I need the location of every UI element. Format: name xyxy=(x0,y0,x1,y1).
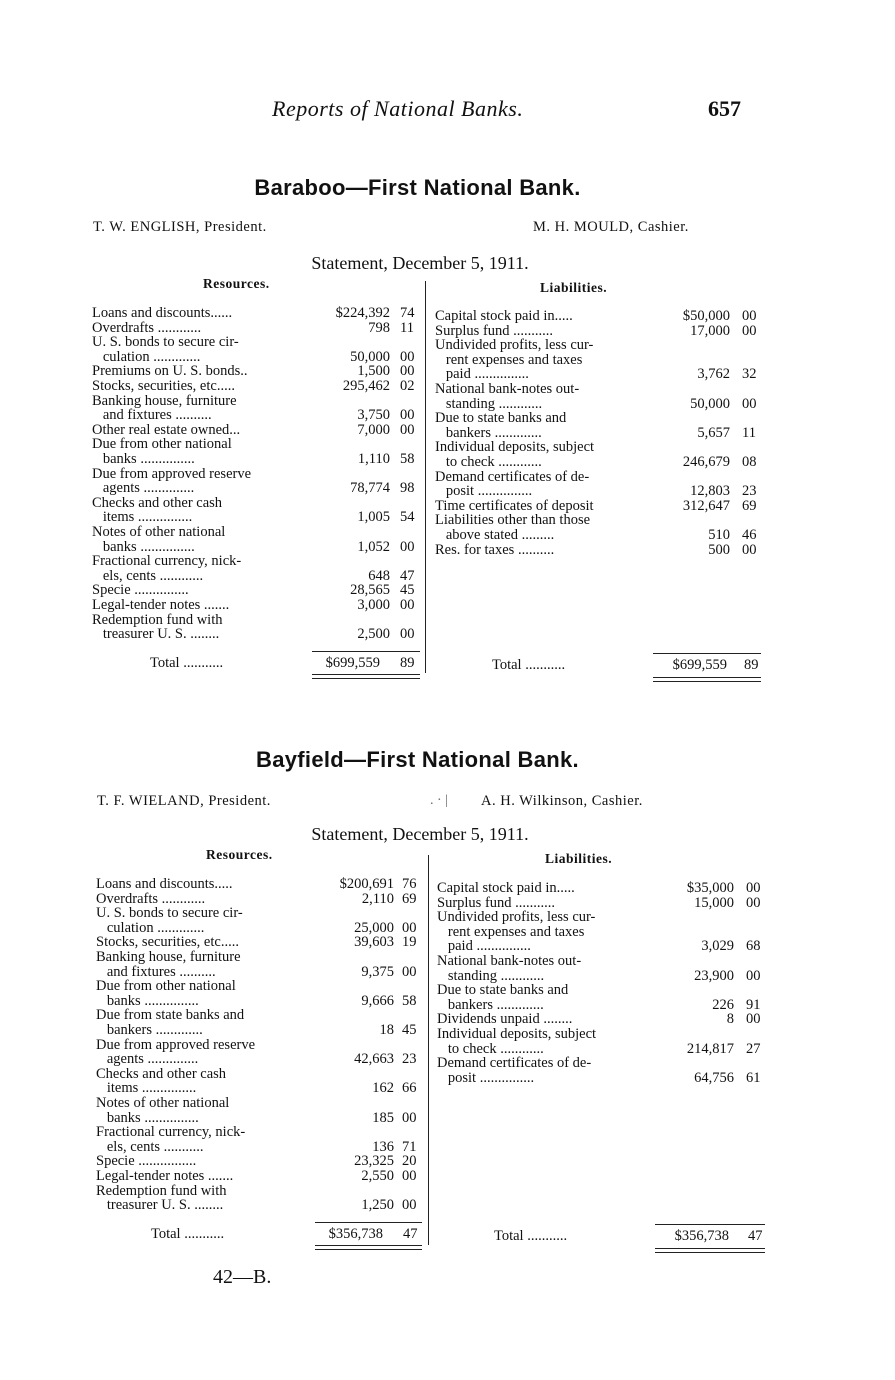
statement-row xyxy=(92,467,422,496)
row-cents: 11 xyxy=(400,319,414,336)
row-label: Loans and discounts...... xyxy=(92,305,233,321)
statement-row xyxy=(92,583,422,598)
liabilities-double-rule xyxy=(653,677,761,682)
row-dollars: $224,392 xyxy=(335,305,390,321)
row-label: els, cents ............ xyxy=(92,567,204,584)
row-label: Stocks, securities, etc..... xyxy=(92,378,235,394)
row-label: National bank-notes out- xyxy=(437,953,582,969)
row-cents: 00 xyxy=(400,626,415,643)
row-dollars: 3,000 xyxy=(357,597,390,613)
row-dollars: 185 xyxy=(372,1109,394,1126)
row-cents: 11 xyxy=(742,424,756,441)
bank-title: Baraboo—First National Bank. xyxy=(254,175,581,200)
row-label: Fractional currency, nick- xyxy=(92,553,242,570)
row-cents: 00 xyxy=(746,1011,761,1028)
statement-row xyxy=(435,309,765,324)
statement-row xyxy=(437,1056,767,1085)
row-dollars: 246,679 xyxy=(682,453,730,470)
row-cents: 58 xyxy=(402,992,417,1009)
row-cents: 00 xyxy=(400,363,415,380)
row-label: and fixtures .......... xyxy=(96,963,216,980)
row-cents: 00 xyxy=(746,880,761,896)
row-cents: 00 xyxy=(402,919,417,936)
liabilities-total-row xyxy=(494,1229,766,1244)
liabilities-double-rule xyxy=(655,1248,765,1253)
row-label: Other real estate owned... xyxy=(92,421,241,438)
row-dollars: 2,500 xyxy=(357,626,390,643)
running-title: Reports of National Banks. xyxy=(272,96,524,121)
row-label: Individual deposits, subject xyxy=(437,1026,597,1042)
row-cents: 45 xyxy=(402,1021,417,1038)
row-label: to check ............ xyxy=(437,1040,544,1057)
row-label: agents .............. xyxy=(92,480,195,497)
statement-row xyxy=(435,499,765,514)
statement-row xyxy=(96,1067,426,1096)
row-cents: 69 xyxy=(742,497,757,514)
statement-row xyxy=(96,1154,426,1169)
statement-row xyxy=(92,554,422,583)
row-cents: 00 xyxy=(742,308,757,324)
row-dollars: 1,500 xyxy=(357,363,390,380)
row-cents: 00 xyxy=(746,967,761,984)
statement-row xyxy=(92,613,422,642)
statement-row xyxy=(92,437,422,466)
cashier-name: M. H. MOULD, Cashier. xyxy=(533,219,689,235)
statement-row xyxy=(92,364,422,379)
total-cents: 89 xyxy=(744,657,759,673)
row-cents: 66 xyxy=(402,1080,417,1097)
row-dollars: 23,900 xyxy=(694,967,734,984)
resources-heading: Resources. xyxy=(203,276,270,291)
row-label: Demand certificates of de- xyxy=(435,468,590,485)
row-label: Individual deposits, subject xyxy=(435,439,595,456)
row-label: Due from approved reserve xyxy=(96,1036,256,1053)
statement-row xyxy=(437,1012,767,1027)
statement-row xyxy=(435,411,765,440)
row-dollars: 312,647 xyxy=(682,497,730,514)
total-dollars: $356,738 xyxy=(328,1226,383,1242)
row-dollars: 50,000 xyxy=(690,395,730,412)
row-label: els, cents ........... xyxy=(96,1138,204,1155)
row-label: Due to state banks and xyxy=(435,410,567,427)
statement-row xyxy=(437,983,767,1012)
statement-row xyxy=(92,598,422,613)
row-dollars: 1,110 xyxy=(357,450,390,467)
row-dollars: 39,603 xyxy=(354,934,394,951)
resources-total-rule xyxy=(315,1222,422,1223)
row-cents: 45 xyxy=(400,582,415,599)
total-label: Total ........... xyxy=(492,657,566,673)
row-label: treasurer U. S. ........ xyxy=(92,626,220,643)
row-label: posit ............... xyxy=(435,483,533,500)
row-label: U. S. bonds to secure cir- xyxy=(92,334,239,351)
liabilities-heading: Liabilities. xyxy=(545,851,613,866)
row-label: Surplus fund ........... xyxy=(437,894,556,911)
row-label: rent expenses and taxes xyxy=(435,351,583,368)
row-cents: 00 xyxy=(402,963,417,980)
liabilities-heading: Liabilities. xyxy=(540,280,608,295)
row-cents: 27 xyxy=(746,1040,761,1057)
total-dollars: $699,559 xyxy=(325,655,380,671)
row-label: Stocks, securities, etc..... xyxy=(96,934,239,951)
row-label: Specie ................ xyxy=(96,1153,197,1170)
liabilities-total-rule xyxy=(653,653,761,654)
running-header xyxy=(0,96,895,126)
row-cents: 74 xyxy=(400,305,415,321)
row-cents: 00 xyxy=(742,395,757,412)
row-cents: 00 xyxy=(400,421,415,438)
row-dollars: 1,052 xyxy=(357,538,390,555)
resources-list xyxy=(96,877,426,1222)
row-cents: 20 xyxy=(402,1153,417,1170)
row-cents: 00 xyxy=(400,597,415,613)
row-dollars: 1,005 xyxy=(357,509,390,526)
row-label: Due from other national xyxy=(92,436,232,453)
row-label: Premiums on U. S. bonds.. xyxy=(92,363,248,380)
total-label: Total ........... xyxy=(150,655,224,671)
row-dollars: 798 xyxy=(368,319,390,336)
statement-row xyxy=(435,382,765,411)
column-divider xyxy=(428,855,429,1245)
row-cents: 47 xyxy=(400,567,415,584)
row-dollars: 9,375 xyxy=(361,963,394,980)
row-label: Due from state banks and xyxy=(96,1007,245,1024)
statement-row xyxy=(437,1027,767,1056)
statement-row xyxy=(96,892,426,907)
statement-row xyxy=(96,979,426,1008)
row-label: Checks and other cash xyxy=(96,1065,227,1082)
total-label: Total ........... xyxy=(151,1226,225,1242)
row-label: items ............... xyxy=(96,1080,197,1097)
stray-marks: . · | xyxy=(430,793,448,808)
row-label: to check ............ xyxy=(435,453,542,470)
statement-row xyxy=(92,379,422,394)
row-dollars: 42,663 xyxy=(354,1051,394,1068)
row-dollars: $50,000 xyxy=(682,308,730,324)
row-dollars: 214,817 xyxy=(686,1040,734,1057)
column-divider xyxy=(425,281,426,673)
statement-row xyxy=(92,306,422,321)
row-label: Redemption fund with xyxy=(92,611,223,628)
statement-row xyxy=(435,543,765,558)
row-label: items ............... xyxy=(92,509,193,526)
president-name: T. W. ENGLISH, President. xyxy=(93,219,267,235)
row-label: Legal-tender notes ....... xyxy=(92,597,230,613)
row-label: agents .............. xyxy=(96,1051,199,1068)
row-label: rent expenses and taxes xyxy=(437,923,585,940)
page-number: 657 xyxy=(708,96,741,121)
row-label: Loans and discounts..... xyxy=(96,876,233,892)
row-cents: 61 xyxy=(746,1069,761,1086)
row-dollars: 136 xyxy=(372,1138,394,1155)
row-cents: 00 xyxy=(402,1109,417,1126)
row-cents: 32 xyxy=(742,366,757,383)
row-dollars: 28,565 xyxy=(350,582,390,599)
row-label: bankers ............. xyxy=(437,996,544,1013)
row-label: Due to state banks and xyxy=(437,982,569,999)
statement-row xyxy=(435,324,765,339)
statement-row xyxy=(435,440,765,469)
statement-row xyxy=(92,525,422,554)
row-dollars: 23,325 xyxy=(354,1153,394,1170)
row-cents: 58 xyxy=(400,450,415,467)
row-dollars: 648 xyxy=(368,567,390,584)
row-dollars: 7,000 xyxy=(357,421,390,438)
row-cents: 00 xyxy=(742,322,757,339)
row-cents: 54 xyxy=(400,509,415,526)
row-label: banks ............... xyxy=(92,450,195,467)
president-name: T. F. WIELAND, President. xyxy=(97,793,271,809)
row-label: posit ............... xyxy=(437,1069,535,1086)
row-label: and fixtures .......... xyxy=(92,407,212,424)
statement-row xyxy=(92,335,422,364)
row-label: Undivided profits, less cur- xyxy=(435,337,594,354)
liabilities-list xyxy=(437,881,767,1096)
row-cents: 71 xyxy=(402,1138,417,1155)
row-label: Due from approved reserve xyxy=(92,465,252,482)
row-cents: 00 xyxy=(400,407,415,424)
row-cents: 76 xyxy=(402,876,417,892)
row-cents: 08 xyxy=(742,453,757,470)
row-cents: 98 xyxy=(400,480,415,497)
row-label: Fractional currency, nick- xyxy=(96,1124,246,1141)
row-cents: 00 xyxy=(402,1168,417,1184)
row-cents: 00 xyxy=(746,894,761,911)
row-label: Checks and other cash xyxy=(92,494,223,511)
row-dollars: 50,000 xyxy=(350,348,390,365)
row-label: National bank-notes out- xyxy=(435,381,580,397)
row-dollars: 3,750 xyxy=(357,407,390,424)
row-label: Capital stock paid in..... xyxy=(435,308,573,324)
row-cents: 02 xyxy=(400,378,415,394)
row-dollars: 78,774 xyxy=(350,480,390,497)
resources-double-rule xyxy=(312,674,420,679)
row-dollars: 3,762 xyxy=(697,366,730,383)
row-cents: 19 xyxy=(402,934,417,951)
statement-row xyxy=(92,394,422,423)
row-dollars: 500 xyxy=(708,541,730,558)
row-dollars: 64,756 xyxy=(694,1069,734,1086)
row-cents: 46 xyxy=(742,526,757,543)
row-label: treasurer U. S. ........ xyxy=(96,1197,224,1214)
liabilities-list xyxy=(435,309,765,569)
bank-title: Bayfield—First National Bank. xyxy=(256,747,579,772)
statement-row xyxy=(437,954,767,983)
row-label: standing ............ xyxy=(437,967,545,984)
row-cents: 00 xyxy=(400,348,415,365)
row-label: Undivided profits, less cur- xyxy=(437,909,596,926)
statement-date: Statement, December 5, 1911. xyxy=(311,824,529,844)
statement-date: Statement, December 5, 1911. xyxy=(311,253,529,273)
row-label: culation ............. xyxy=(92,348,201,365)
row-cents: 23 xyxy=(742,483,757,500)
row-dollars: 226 xyxy=(712,996,734,1013)
row-label: Notes of other national xyxy=(92,524,226,540)
row-label: Overdrafts ............ xyxy=(96,890,206,907)
row-label: Banking house, furniture xyxy=(96,949,241,965)
row-label: Res. for taxes .......... xyxy=(435,541,555,558)
total-label: Total ........... xyxy=(494,1228,568,1244)
statement-row xyxy=(96,1125,426,1154)
statement-row xyxy=(96,1038,426,1067)
row-cents: 68 xyxy=(746,938,761,955)
row-label: Surplus fund ........... xyxy=(435,322,554,339)
row-dollars: 2,550 xyxy=(361,1168,394,1184)
statement-row xyxy=(92,321,422,336)
row-dollars: 510 xyxy=(708,526,730,543)
row-dollars: 3,029 xyxy=(701,938,734,955)
row-label: paid ............... xyxy=(435,366,529,383)
resources-total-row xyxy=(151,1227,423,1242)
row-label: Due from other national xyxy=(96,978,236,995)
total-cents: 47 xyxy=(748,1228,763,1244)
row-dollars: 2,110 xyxy=(361,890,394,907)
cashier-name: A. H. Wilkinson, Cashier. xyxy=(481,793,643,809)
row-cents: 91 xyxy=(746,996,761,1013)
row-label: Specie ............... xyxy=(92,582,189,599)
row-dollars: $200,691 xyxy=(339,876,394,892)
row-label: paid ............... xyxy=(437,938,531,955)
statement-row xyxy=(435,513,765,542)
row-dollars: 17,000 xyxy=(690,322,730,339)
row-cents: 00 xyxy=(402,1197,417,1214)
statement-row xyxy=(435,470,765,499)
statement-row xyxy=(96,1096,426,1125)
signature-mark: 42—B. xyxy=(213,1266,272,1288)
liabilities-total-row xyxy=(492,658,762,673)
row-label: culation ............. xyxy=(96,919,205,936)
row-dollars: 1,250 xyxy=(361,1197,394,1214)
resources-total-rule xyxy=(312,651,420,652)
row-dollars: 12,803 xyxy=(690,483,730,500)
row-label: bankers ............. xyxy=(96,1021,203,1038)
resources-heading: Resources. xyxy=(206,847,273,862)
statement-row xyxy=(435,338,765,382)
row-label: U. S. bonds to secure cir- xyxy=(96,905,243,922)
row-dollars: 15,000 xyxy=(694,894,734,911)
row-label: Redemption fund with xyxy=(96,1182,227,1199)
statement-row xyxy=(96,950,426,979)
total-dollars: $356,738 xyxy=(674,1228,729,1244)
statement-row xyxy=(92,496,422,525)
statement-row xyxy=(92,423,422,438)
statement-row xyxy=(96,1169,426,1184)
row-label: Time certificates of deposit xyxy=(435,497,594,514)
row-label: banks ............... xyxy=(92,538,195,555)
row-cents: 69 xyxy=(402,890,417,907)
row-label: standing ............ xyxy=(435,395,543,412)
row-label: above stated ......... xyxy=(435,526,555,543)
row-dollars: 25,000 xyxy=(354,919,394,936)
total-cents: 47 xyxy=(403,1226,418,1242)
resources-double-rule xyxy=(315,1245,422,1250)
row-label: Demand certificates of de- xyxy=(437,1055,592,1072)
liabilities-total-rule xyxy=(655,1224,765,1225)
row-label: Overdrafts ............ xyxy=(92,319,202,336)
statement-row xyxy=(437,881,767,896)
statement-row xyxy=(96,906,426,935)
row-label: Legal-tender notes ....... xyxy=(96,1168,234,1184)
row-label: bankers ............. xyxy=(435,424,542,441)
row-cents: 00 xyxy=(400,538,415,555)
row-label: Notes of other national xyxy=(96,1095,230,1111)
row-dollars: 162 xyxy=(372,1080,394,1097)
row-label: Liabilities other than those xyxy=(435,512,591,529)
statement-row xyxy=(437,910,767,954)
row-dollars: 9,666 xyxy=(361,992,394,1009)
statement-row xyxy=(96,1184,426,1213)
total-cents: 89 xyxy=(400,655,415,671)
row-label: banks ............... xyxy=(96,992,199,1009)
row-label: banks ............... xyxy=(96,1109,199,1126)
row-label: Dividends unpaid ........ xyxy=(437,1011,573,1028)
statement-row xyxy=(437,896,767,911)
row-label: Capital stock paid in..... xyxy=(437,880,575,896)
row-dollars: 8 xyxy=(726,1011,734,1028)
resources-list xyxy=(92,306,422,656)
resources-total-row xyxy=(150,656,420,671)
statement-row xyxy=(96,935,426,950)
statement-row xyxy=(96,1008,426,1037)
row-dollars: 295,462 xyxy=(342,378,390,394)
row-dollars: 5,657 xyxy=(697,424,730,441)
row-cents: 00 xyxy=(742,541,757,558)
row-label: Banking house, furniture xyxy=(92,392,237,409)
row-dollars: $35,000 xyxy=(686,880,734,896)
statement-row xyxy=(96,877,426,892)
row-dollars: 18 xyxy=(379,1021,394,1038)
row-cents: 23 xyxy=(402,1051,417,1068)
total-dollars: $699,559 xyxy=(672,657,727,673)
